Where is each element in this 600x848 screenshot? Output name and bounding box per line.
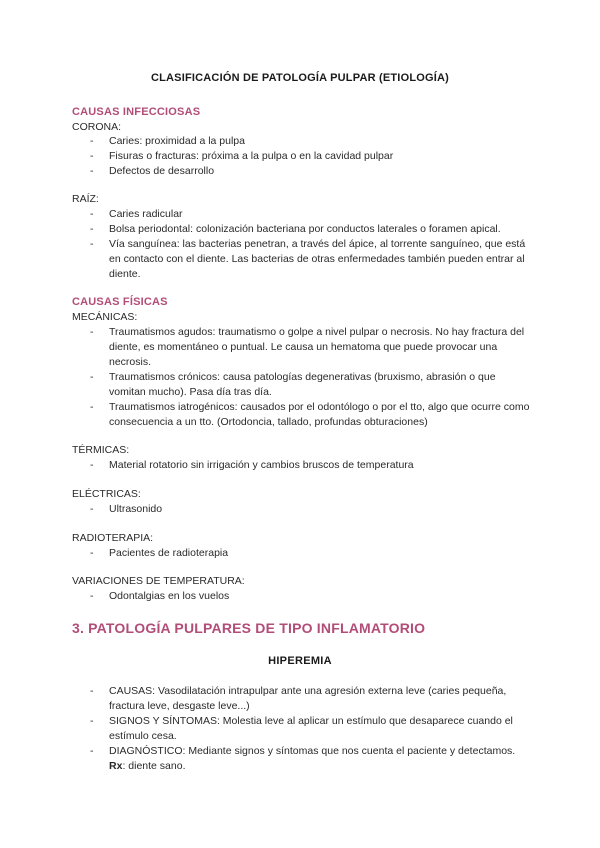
list-item: - Traumatismos agudos: traumatismo o golpe a nivel pulpar o necrosis. No hay fractura del diente, es momentáneo o puntual. Le causa un hematoma que puede provocar una necrosis.	[72, 325, 532, 370]
list-hiperemia	[72, 684, 532, 774]
label-mecanicas: MECÁNICAS:	[72, 311, 138, 323]
diagnostico-text: DIAGNÓSTICO: Mediante signos y síntomas que nos cuenta el paciente y detectamos.	[109, 745, 516, 757]
list-radioterapia	[72, 546, 532, 561]
list-item: - Defectos de desarrollo	[72, 164, 532, 179]
list-item: - Fisuras o fracturas: próxima a la pulpa o en la cavidad pulpar	[72, 149, 532, 164]
list-item-diagnostico	[72, 744, 532, 774]
list-item: - Material rotatorio sin irrigación y cambios bruscos de temperatura	[72, 458, 532, 473]
list-termicas	[72, 458, 532, 473]
list-item: - Vía sanguínea: las bacterias penetran, a través del ápice, al torrente sanguíneo, que está en contacto con el diente. Las bacterias de otras enfermedades también pueden entrar al diente.	[72, 237, 532, 282]
heading-causas-infecciosas: CAUSAS INFECCIOSAS	[72, 106, 201, 118]
list-mecanicas	[72, 325, 532, 430]
list-corona	[72, 134, 532, 179]
label-termicas: TÉRMICAS:	[72, 444, 130, 456]
list-raiz	[72, 207, 532, 282]
heading-hiperemia: HIPEREMIA	[268, 655, 332, 667]
list-item: - CAUSAS: Vasodilatación intrapulpar ante una agresión externa leve (caries pequeña, fractura leve, desgaste leve...)	[72, 684, 532, 714]
label-electricas: ELÉCTRICAS:	[72, 488, 141, 500]
list-item: - Bolsa periodontal: colonización bacteriana por conductos laterales o foramen apical.	[72, 222, 532, 237]
page-title: CLASIFICACIÓN DE PATOLOGÍA PULPAR (ETIOLOGÍA)	[150, 72, 450, 84]
heading-causas-fisicas: CAUSAS FÍSICAS	[72, 296, 168, 308]
list-electricas	[72, 502, 532, 517]
list-item: - Caries radicular	[72, 207, 532, 222]
list-item: - SIGNOS Y SÍNTOMAS: Molestia leve al aplicar un estímulo que desaparece cuando el estímulo cesa.	[72, 714, 532, 744]
rx-label: Rx	[109, 760, 123, 772]
list-item: - Traumatismos crónicos: causa patologías degenerativas (bruxismo, abrasión o que vomitan mucho). Pasa día tras día.	[72, 370, 532, 400]
list-item: - Caries: proximidad a la pulpa	[72, 134, 532, 149]
label-radioterapia: RADIOTERAPIA:	[72, 532, 154, 544]
list-item: - Traumatismos iatrogénicos: causados por el odontólogo o por el tto, algo que ocurre como consecuencia a un tto. (Ortodoncia, tallado, profundas obturaciones)	[72, 400, 532, 430]
label-corona: CORONA:	[72, 121, 122, 133]
list-variaciones-temperatura	[72, 589, 532, 604]
label-variaciones-temperatura: VARIACIONES DE TEMPERATURA:	[72, 575, 245, 587]
label-raiz: RAÍZ:	[72, 193, 99, 205]
list-item: - Odontalgias en los vuelos	[72, 589, 532, 604]
heading-section-3: 3. PATOLOGÍA PULPARES DE TIPO INFLAMATORIO	[72, 620, 426, 636]
diagnostico-result: : diente sano.	[122, 760, 186, 772]
list-item: - Ultrasonido	[72, 502, 532, 517]
list-item: - Pacientes de radioterapia	[72, 546, 532, 561]
